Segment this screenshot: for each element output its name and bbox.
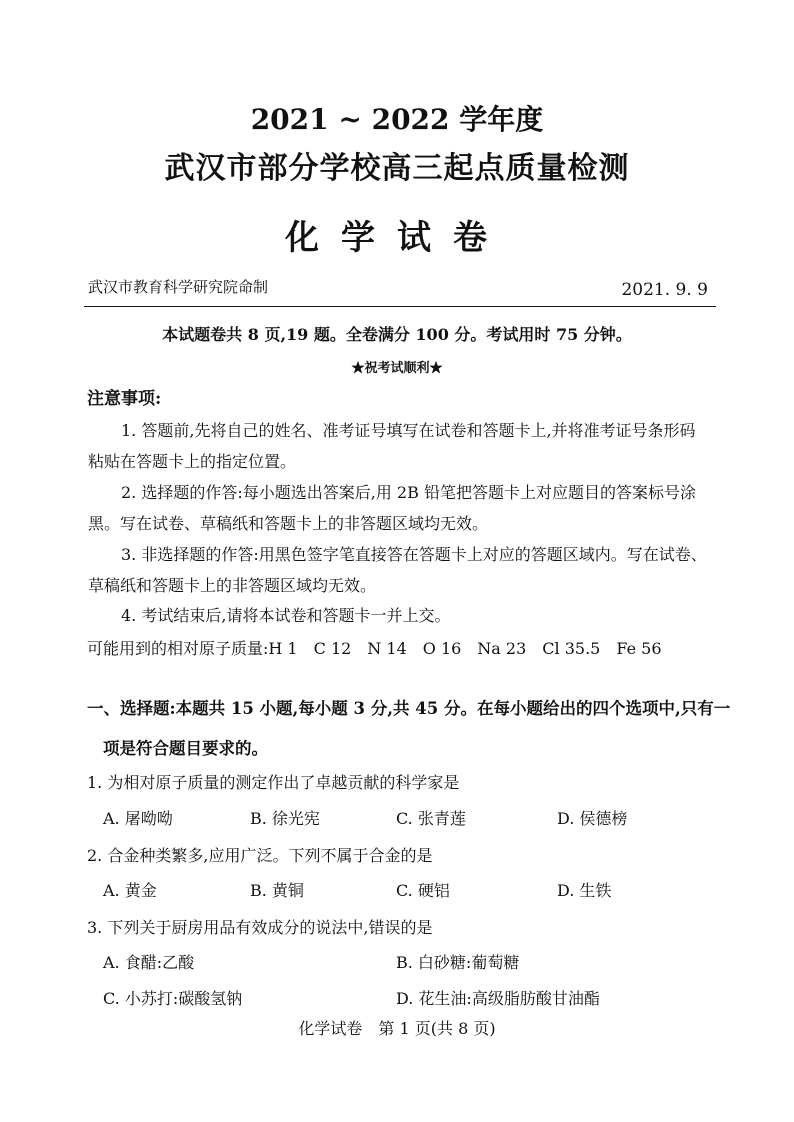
- header-divider: [84, 306, 716, 307]
- notice-heading: 注意事项:: [87, 389, 162, 409]
- option-d: D. 侯德榜: [557, 809, 628, 828]
- option-b: B. 白砂糖:葡萄糖: [396, 953, 520, 972]
- notice-line: 2. 选择题的作答:每小题选出答案后,用 2B 铅笔把答题卡上对应题目的答案标号涂: [121, 483, 696, 502]
- school-year: 2021 ~ 2022 学年度: [250, 103, 544, 136]
- option-a: A. 屠呦呦: [103, 809, 173, 828]
- question-stem: 2. 合金种类繁多,应用广泛。下列不属于合金的是: [87, 846, 433, 865]
- section-heading: 一、选择题:本题共 15 小题,每小题 3 分,共 45 分。在每小题给出的四个选项中,只有一: [87, 699, 731, 718]
- exam-intro: 本试题卷共 8 页,19 题。全卷满分 100 分。考试用时 75 分钟。: [162, 325, 632, 344]
- option-a: A. 黄金: [103, 881, 157, 900]
- good-luck-banner: ★祝考试顺利★: [351, 361, 443, 376]
- option-c: C. 硬铝: [396, 881, 450, 900]
- notice-line: 3. 非选择题的作答:用黑色签字笔直接答在答题卡上对应的答题区域内。写在试卷、: [121, 545, 707, 564]
- subject-title: 化学试卷: [285, 218, 509, 258]
- exam-title: 武汉市部分学校高三起点质量检测: [164, 151, 630, 186]
- notice-line: 粘贴在答题卡上的指定位置。: [88, 452, 297, 471]
- atomic-masses: 可能用到的相对原子质量:H 1 C 12 N 14 O 16 Na 23 Cl 35.5 Fe 56: [87, 639, 662, 658]
- question-stem: 1. 为相对原子质量的测定作出了卓越贡献的科学家是: [87, 773, 460, 792]
- option-d: D. 生铁: [557, 881, 612, 900]
- question-stem: 3. 下列关于厨房用品有效成分的说法中,错误的是: [87, 918, 433, 937]
- option-d: D. 花生油:高级脂肪酸甘油酯: [396, 989, 600, 1008]
- option-a: A. 食醋:乙酸: [103, 953, 195, 972]
- option-c: C. 张青莲: [396, 809, 466, 828]
- notice-line: 草稿纸和答题卡上的非答题区域均无效。: [88, 576, 377, 595]
- publisher: 武汉市教育科学研究院命制: [88, 278, 269, 296]
- page-footer: 化学试卷 第 1 页(共 8 页): [298, 1019, 496, 1038]
- option-b: B. 黄铜: [250, 881, 304, 900]
- section-heading-cont: 项是符合题目要求的。: [103, 739, 268, 758]
- notice-line: 1. 答题前,先将自己的姓名、准考证号填写在试卷和答题卡上,并将准考证号条形码: [121, 421, 696, 440]
- option-c: C. 小苏打:碳酸氢钠: [103, 989, 243, 1008]
- notice-line: 4. 考试结束后,请将本试卷和答题卡一并上交。: [121, 606, 451, 625]
- exam-date: 2021. 9. 9: [621, 280, 708, 300]
- notice-line: 黑。写在试卷、草稿纸和答题卡上的非答题区域均无效。: [88, 514, 489, 533]
- option-b: B. 徐光宪: [250, 809, 320, 828]
